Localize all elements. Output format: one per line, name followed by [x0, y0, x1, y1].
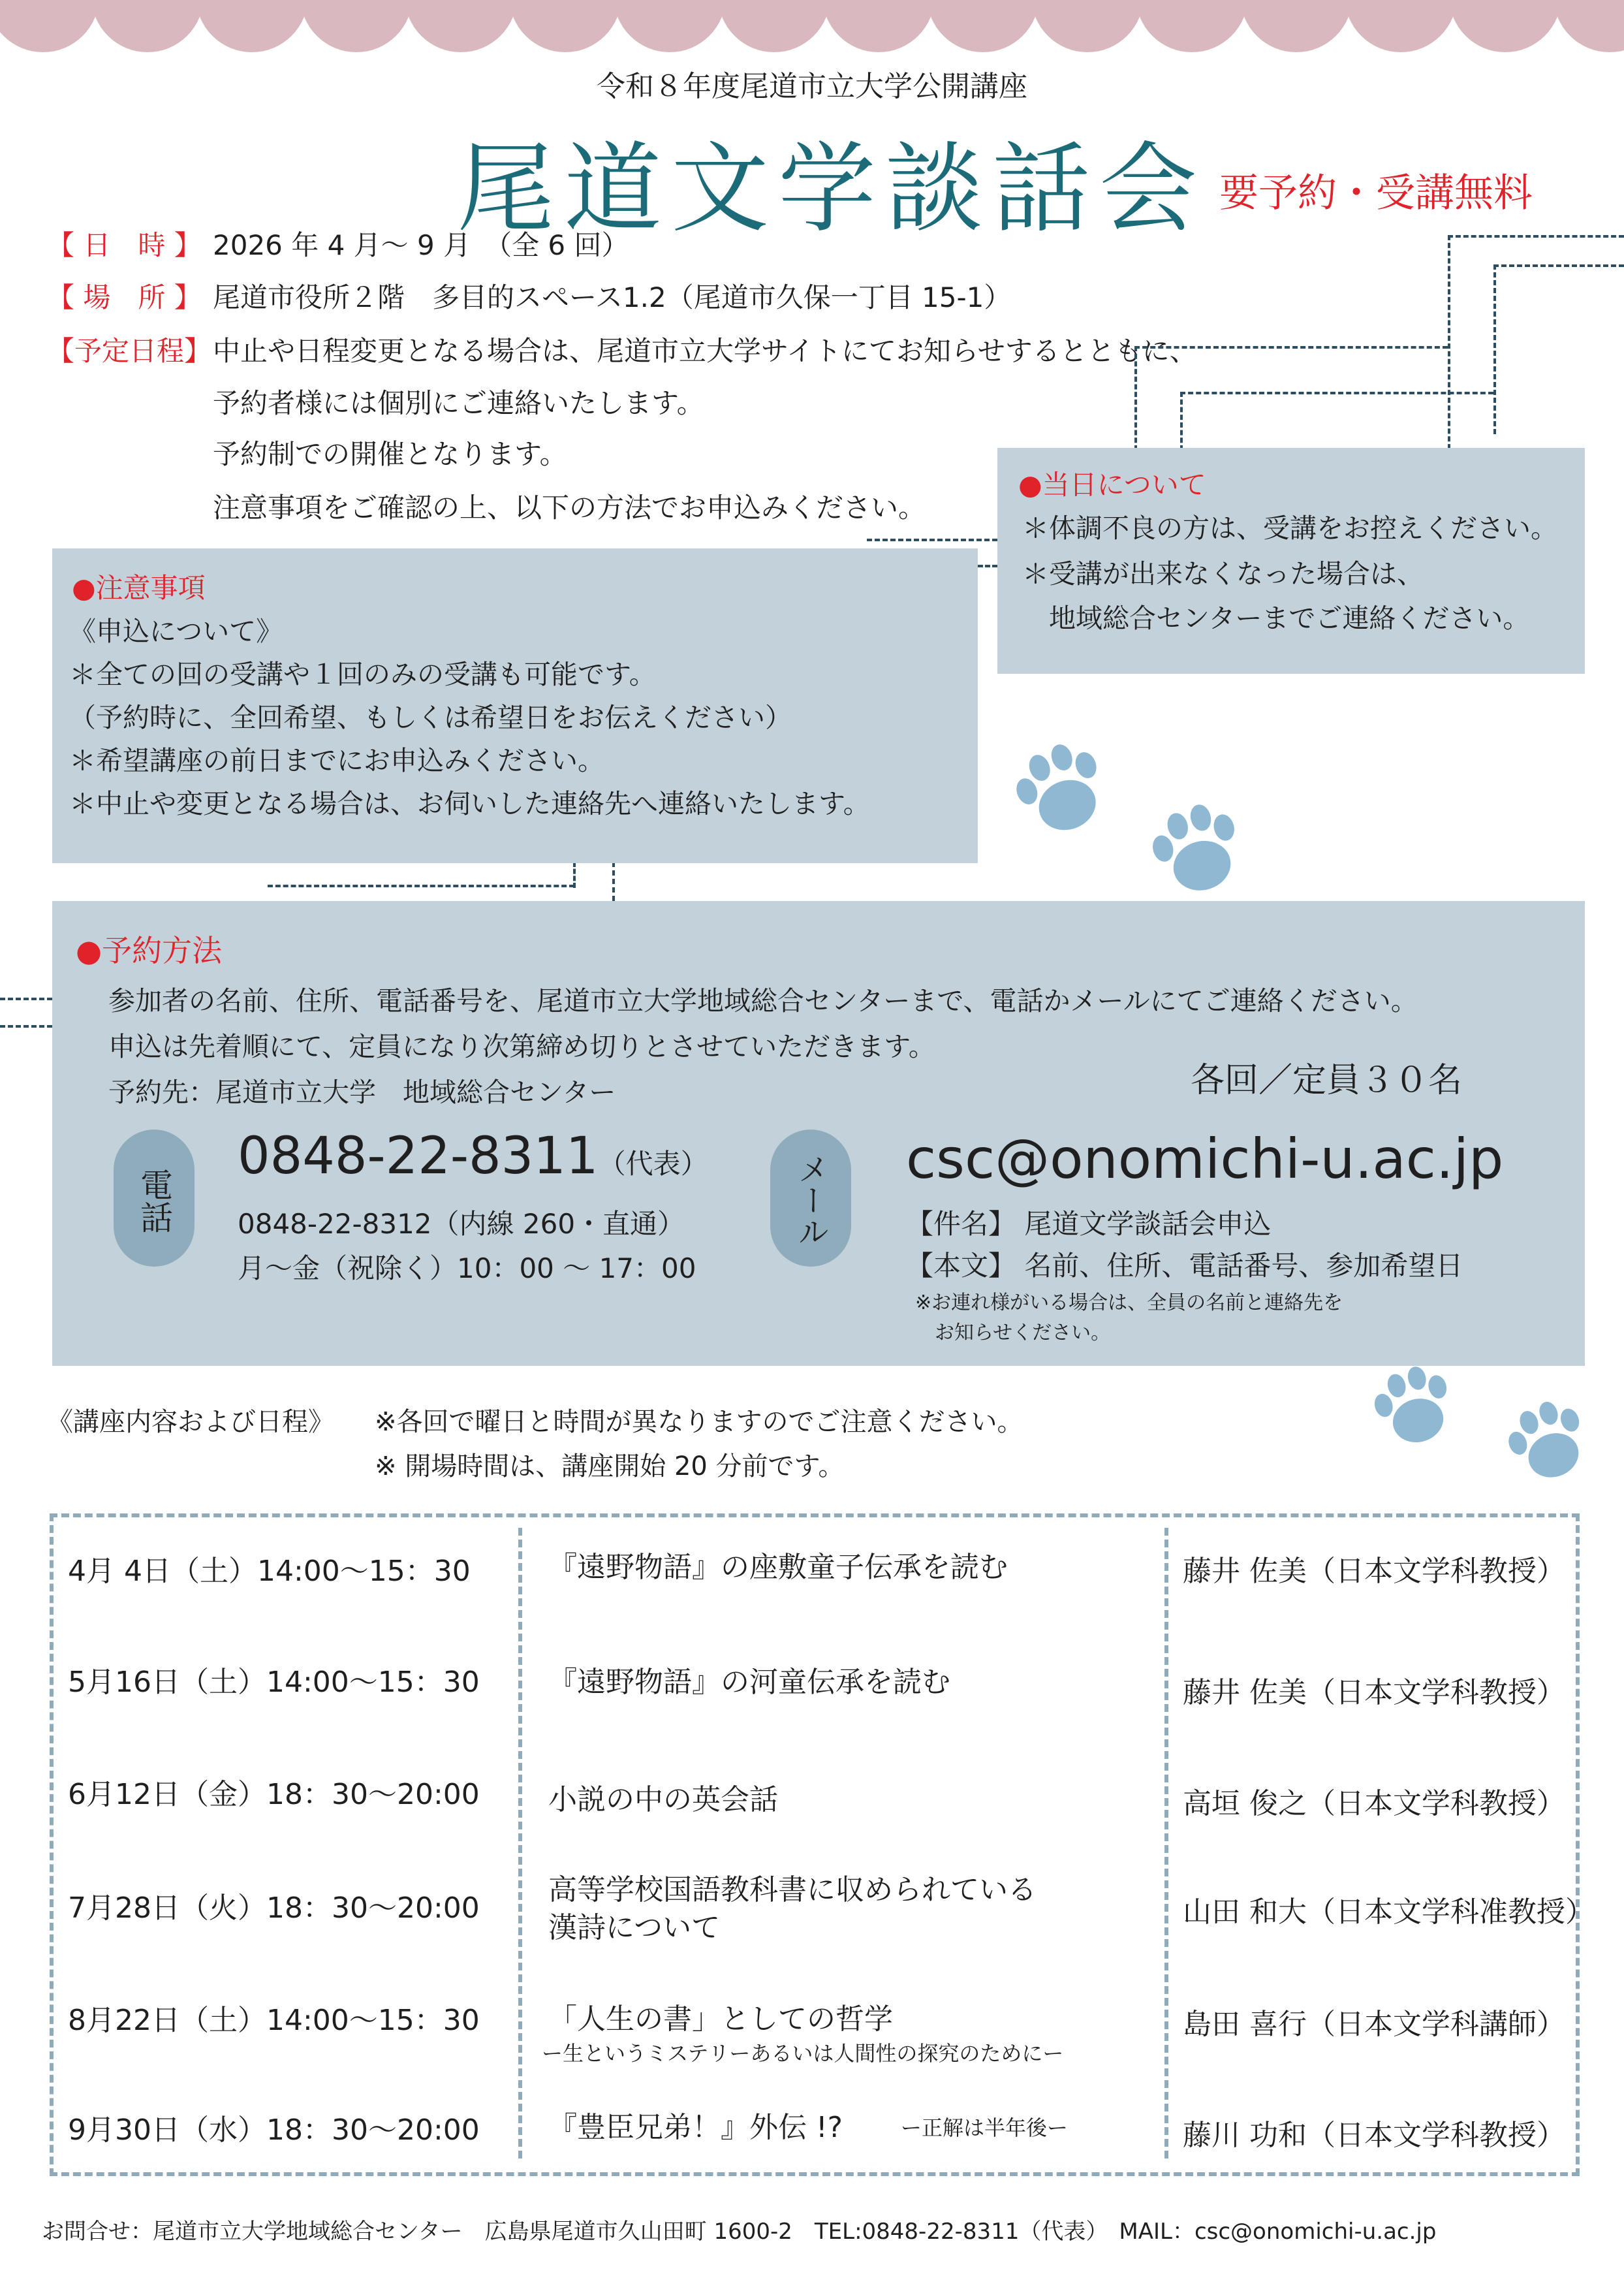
session-lecturer: 山田 和大（日本文学科准教授） [1183, 1895, 1594, 1929]
schedule-table [50, 1513, 1580, 2176]
phone-tag-label: 電話 [135, 1168, 173, 1233]
schedule-line-4: 注意事項をご確認の上、以下の方法でお申込みください。 [213, 492, 926, 524]
event-title: 尾道文学談話会 [457, 133, 1207, 246]
place-value: 尾道市役所２階 多目的スペース1.2（尾道市久保一丁目 15-1） [213, 281, 1012, 313]
session-title: 高等学校国語教科書に収められている [548, 1873, 1037, 1906]
mail-note: ※お連れ様がいる場合は、全員の名前と連絡先を [915, 1291, 1343, 1314]
scallop-border [0, 0, 1624, 52]
session-lecturer: 藤川 功和（日本文学科教授） [1183, 2119, 1565, 2152]
connector-line [1180, 392, 1493, 394]
session-title: 『遠野物語』の座敷童子伝承を読む [548, 1551, 1008, 1584]
connector-line [1180, 392, 1183, 451]
schedule-label: 【予定日程】 [47, 335, 212, 367]
session-date: 9月30日（水）18：30～20:00 [68, 2113, 480, 2147]
mail-subject: 【件名】 尾道文学談話会申込 [906, 1208, 1272, 1240]
column-divider [1164, 1528, 1168, 2159]
phone-number[interactable]: 0848-22-8311 [238, 1127, 599, 1186]
notes-panel [52, 548, 978, 863]
session-title: 『豊臣兄弟！』外伝 !? [548, 2111, 843, 2144]
schedule-line-3: 予約制での開催となります。 [213, 438, 567, 470]
schedule-note: ※各回で曜日と時間が異なりますのでご注意ください。 [375, 1407, 1023, 1437]
dayof-line: ＊受講が出来なくなった場合は、 [1022, 558, 1424, 590]
schedule-note: ※ 開場時間は、講座開始 20 分前です。 [375, 1451, 845, 1481]
reserve-heading: ●予約方法 [76, 933, 223, 968]
paw-print-icon [1141, 798, 1252, 909]
place-row [47, 278, 1011, 317]
phone-tag [114, 1130, 195, 1267]
reservation-badge: 要予約・受講無料 [1219, 170, 1533, 216]
phone-sub: 0848-22-8312（内線 260・直通） [238, 1208, 685, 1240]
connector-line [0, 998, 52, 1000]
schedule-line-2: 予約者様には個別にご連絡いたします。 [213, 387, 704, 419]
schedule-line-1: 中止や日程変更となる場合は、尾道市立大学サイトにてお知らせするとともに、 [213, 335, 1197, 367]
capacity-text: 各回／定員３０名 [1191, 1061, 1463, 1100]
session-date: 7月28日（火）18：30～20:00 [68, 1891, 480, 1925]
connector-line [978, 565, 997, 567]
connector-line [1493, 264, 1624, 267]
notes-line: ＊全ての回の受講や１回のみの受講も可能です。 [69, 659, 656, 690]
column-divider [518, 1528, 522, 2159]
connector-line [573, 862, 576, 888]
session-lecturer: 藤井 佐美（日本文学科教授） [1183, 1555, 1565, 1588]
connector-line [268, 885, 574, 887]
mail-address[interactable]: csc@onomichi-u.ac.jp [906, 1127, 1504, 1191]
reserve-panel [52, 901, 1585, 1366]
session-date: 5月16日（土）14:00～15：30 [68, 1666, 480, 1699]
connector-line [1493, 264, 1496, 434]
mail-note: お知らせください。 [915, 1321, 1111, 1344]
session-date: 6月12日（金）18：30～20:00 [68, 1778, 480, 1811]
mail-tag-label: メール [792, 1153, 829, 1247]
session-lecturer: 島田 喜行（日本文学科講師） [1183, 2008, 1565, 2041]
reserve-line: 参加者の名前、住所、電話番号を、尾道市立大学地域総合センターまで、電話かメールにてご連絡ください。 [108, 985, 1418, 1017]
schedule-label-row [47, 332, 1197, 371]
dayof-line: ＊体調不良の方は、受講をお控えください。 [1022, 513, 1557, 544]
connector-line [0, 1025, 52, 1028]
notes-line: ＊中止や変更となる場合は、お伺いした連絡先へ連絡いたします。 [69, 788, 870, 819]
footer-contact: お問合せ：尾道市立大学地域総合センター 広島県尾道市久山田町 1600-2 TEL:0848-22-8311（代表） MAIL：csc@onomichi-u.ac.jp [42, 2219, 1437, 2245]
session-lecturer: 藤井 佐美（日本文学科教授） [1183, 1676, 1565, 1709]
connector-line [1134, 346, 1448, 349]
notes-line: ＊希望講座の前日までにお申込みください。 [69, 745, 604, 776]
connector-line [612, 862, 615, 901]
session-subtitle: ー正解は半年後ー [901, 2115, 1069, 2140]
dayof-panel [997, 448, 1585, 674]
notes-line: （予約時に、全回希望、もしくは希望日をお伝えください） [69, 702, 792, 733]
phone-hours: 月～金（祝除く）10：00 ～ 17：00 [238, 1252, 696, 1284]
mail-tag [770, 1130, 851, 1267]
paw-print-icon [1005, 738, 1116, 849]
connector-line [867, 539, 997, 541]
session-title: 「人生の書」としての哲学 [548, 2002, 893, 2036]
date-label: 【 日 時 】 [47, 229, 202, 261]
session-date: 4月 4日（土）14:00～15：30 [68, 1555, 471, 1588]
notes-heading: ●注意事項 [72, 572, 206, 604]
phone-main-note: （代表） [598, 1148, 708, 1180]
reserve-line: 予約先：尾道市立大学 地域総合センター [108, 1077, 616, 1108]
connector-line [1134, 346, 1137, 451]
notes-line: 《申込について》 [69, 616, 283, 647]
schedule-heading: 《講座内容および日程》 [47, 1407, 334, 1437]
event-subtitle: 令和８年度尾道市立大学公開講座 [597, 70, 1027, 103]
session-date: 8月22日（土）14:00～15：30 [68, 2004, 480, 2037]
paw-print-icon [1364, 1361, 1462, 1459]
session-lecturer: 高垣 俊之（日本文学科教授） [1183, 1787, 1565, 1820]
date-value: 2026 年 4 月～ 9 月 （全 6 回） [213, 229, 629, 261]
session-title: 『遠野物語』の河童伝承を読む [548, 1666, 950, 1699]
session-title-line-2: 漢詩について [548, 1911, 721, 1944]
mail-body: 【本文】 名前、住所、電話番号、参加希望日 [906, 1250, 1463, 1282]
dayof-line: 地域総合センターまでご連絡ください。 [1022, 603, 1530, 634]
date-row [47, 226, 629, 265]
place-label: 【 場 所 】 [47, 281, 202, 313]
connector-line [1448, 235, 1624, 238]
paw-print-icon [1499, 1396, 1597, 1494]
connector-line [1448, 235, 1450, 457]
session-title: 小説の中の英会話 [548, 1783, 778, 1816]
reserve-line: 申込は先着順にて、定員になり次第締め切りとさせていただきます。 [108, 1031, 935, 1062]
dayof-heading: ●当日について [1018, 469, 1206, 501]
phone-main[interactable] [238, 1127, 708, 1186]
session-subtitle: ー生というミステリーあるいは人間性の探究のためにー [542, 2041, 1064, 2066]
